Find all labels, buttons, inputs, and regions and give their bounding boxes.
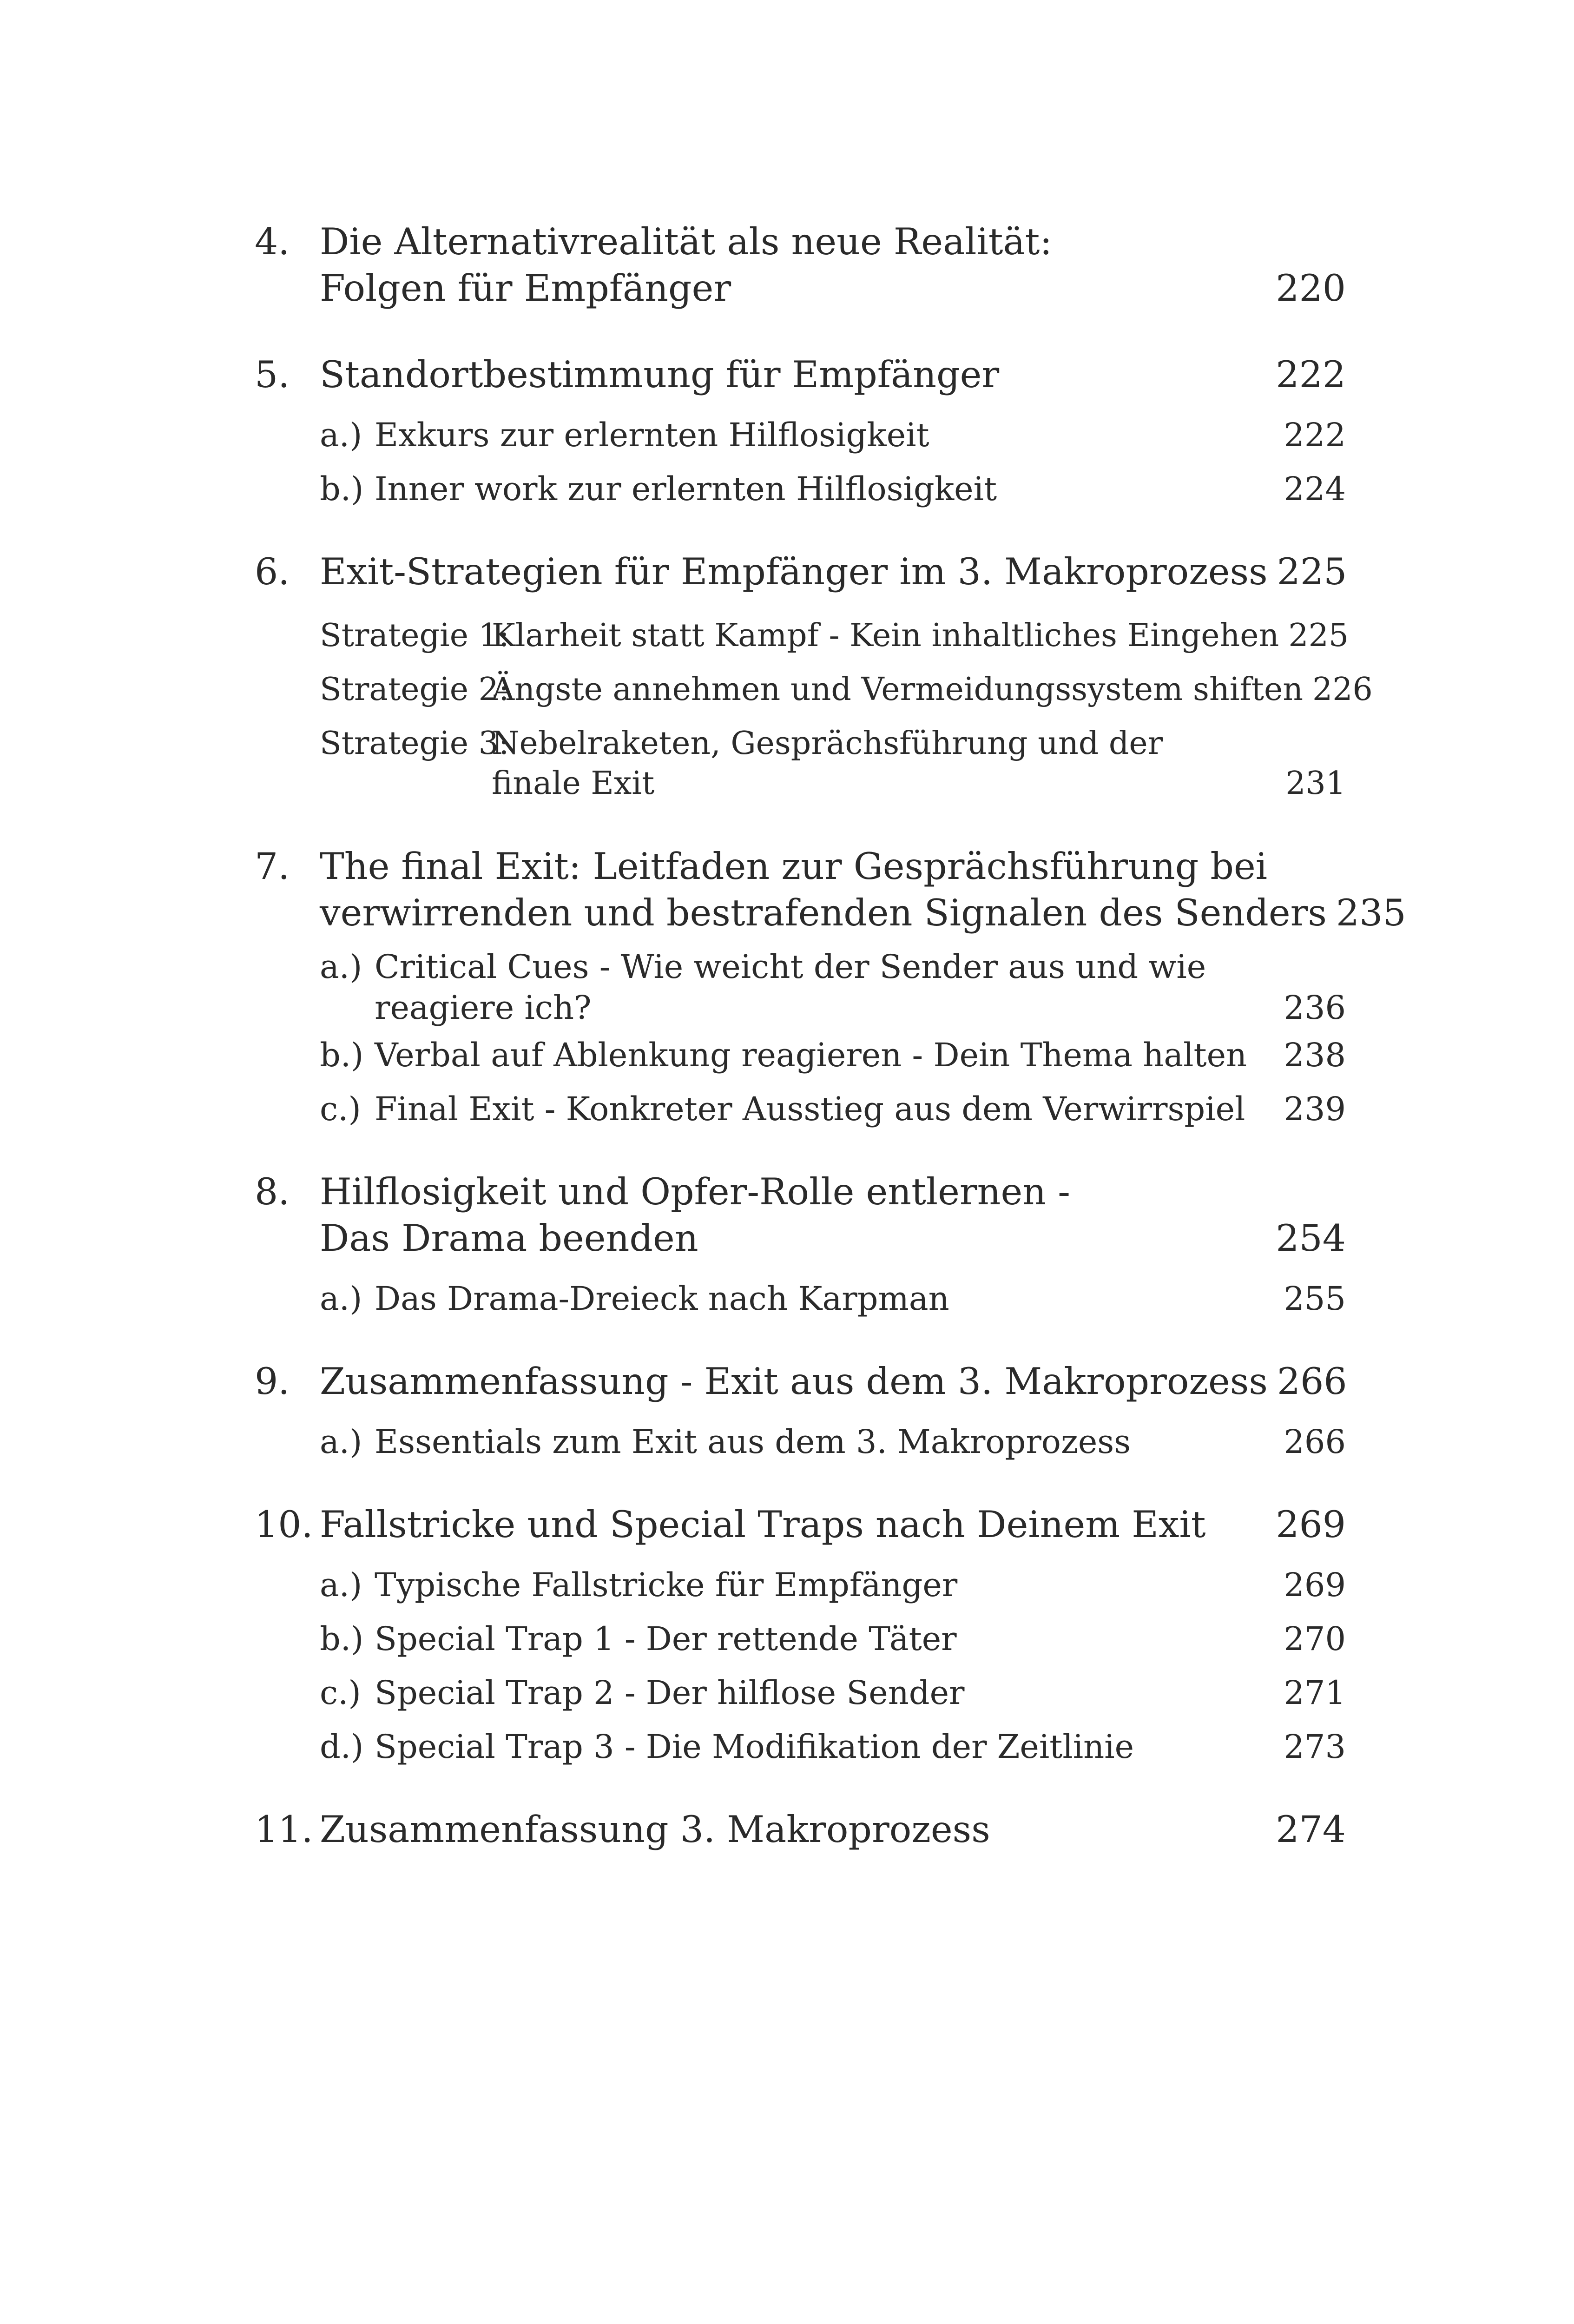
toc-strategy-title: Ängste annehmen und Vermeidungssystem shiften <box>492 671 1304 708</box>
toc-page-number: 224 <box>1284 470 1346 508</box>
toc-entry-4-line1 <box>255 218 1346 265</box>
toc-entry-9 <box>255 1358 1346 1405</box>
toc-entry-10b <box>255 1612 1346 1666</box>
toc-page-number: 222 <box>1284 416 1346 454</box>
toc-subentry-label: a.) <box>320 948 362 986</box>
toc-subentry-title: Essentials zum Exit aus dem 3. Makroprozess <box>375 1423 1131 1461</box>
toc-subentry-title: reagiere ich? <box>375 989 592 1027</box>
toc-entry-8a <box>255 1272 1346 1326</box>
toc-entry-7a-line2 <box>375 987 1346 1028</box>
toc-entry-10d <box>255 1720 1346 1774</box>
toc-entry-title: Folgen für Empfänger <box>320 267 731 310</box>
toc-entry-title: Hilflosigkeit und Opfer-Rolle entlernen - <box>320 1170 1070 1213</box>
toc-entry-9a <box>255 1415 1346 1469</box>
toc-entry-title: Standortbestimmung für Empfänger <box>320 353 1000 396</box>
toc-strategy-label: Strategie 3: <box>320 725 509 762</box>
toc-subentry-label: a.) <box>320 1280 362 1318</box>
toc-page-number: 236 <box>1284 989 1346 1027</box>
toc-entry-7-line1 <box>255 843 1346 890</box>
toc-subentry-title: Typische Fallstricke für Empfänger <box>375 1566 958 1604</box>
toc-subentry-label: d.) <box>320 1728 364 1766</box>
toc-entry-10a <box>255 1558 1346 1612</box>
toc-subentry-label: b.) <box>320 1036 364 1074</box>
toc-entry-8-line2 <box>320 1215 1346 1261</box>
toc-subentry-title: Verbal auf Ablenkung reagieren - Dein Thema halten <box>375 1036 1247 1074</box>
toc-entry-number: 7. <box>255 845 290 888</box>
toc-entry-number: 6. <box>255 550 290 593</box>
toc-page-number: 255 <box>1284 1280 1346 1318</box>
toc-page-number: 225 <box>1288 617 1349 654</box>
toc-page-number: 222 <box>1276 353 1346 396</box>
toc-page-number: 270 <box>1284 1620 1346 1658</box>
toc-entry-number: 11. <box>255 1808 313 1851</box>
toc-page-number: 269 <box>1284 1566 1346 1604</box>
toc-subentry-label: b.) <box>320 1620 364 1658</box>
toc-page-number: 226 <box>1312 671 1373 708</box>
toc-entry-title: Exit-Strategien für Empfänger im 3. Makroprozess <box>320 550 1268 593</box>
toc-subentry-title: Special Trap 3 - Die Modifikation der Zeitlinie <box>375 1728 1134 1766</box>
toc-subentry-label: a.) <box>320 1566 362 1604</box>
toc-entry-5 <box>255 351 1346 398</box>
toc-page-number: 266 <box>1284 1423 1346 1461</box>
toc-page-number: 235 <box>1336 891 1406 934</box>
toc-entry-10 <box>255 1501 1346 1548</box>
toc-entry-title: Zusammenfassung - Exit aus dem 3. Makroprozess <box>320 1360 1268 1403</box>
toc-subentry-label: c.) <box>320 1090 361 1128</box>
toc-entry-number: 9. <box>255 1360 290 1403</box>
toc-subentry-label: a.) <box>320 1423 362 1461</box>
toc-page-number: 266 <box>1277 1360 1347 1403</box>
toc-entry-6-strategy-2 <box>255 663 1373 717</box>
toc-subentry-title: Exkurs zur erlernten Hilflosigkeit <box>375 416 929 454</box>
toc-entry-7b <box>255 1028 1346 1082</box>
toc-strategy-title: Klarheit statt Kampf - Kein inhaltliches Eingehen <box>492 617 1279 654</box>
toc-entry-6-strategy-1 <box>255 609 1349 663</box>
toc-entry-7c <box>255 1082 1346 1136</box>
toc-entry-6 <box>255 548 1346 595</box>
toc-page-number: 254 <box>1276 1217 1346 1260</box>
toc-entry-number: 8. <box>255 1170 290 1213</box>
table-of-contents <box>255 218 1406 1853</box>
toc-entry-7a-line1 <box>255 946 1346 987</box>
toc-strategy-label: Strategie 2: <box>320 671 509 708</box>
toc-page-number: 231 <box>1285 765 1346 802</box>
toc-entry-title: Die Alternativrealität als neue Realität: <box>320 220 1052 263</box>
toc-page-number: 220 <box>1276 267 1346 310</box>
toc-page-number: 239 <box>1284 1090 1346 1128</box>
toc-entry-number: 4. <box>255 220 290 263</box>
toc-entry-number: 10. <box>255 1503 313 1546</box>
toc-page-number: 274 <box>1276 1808 1346 1851</box>
toc-entry-7-line2 <box>320 890 1406 936</box>
toc-page-number: 225 <box>1277 550 1347 593</box>
toc-entry-5b <box>255 462 1346 516</box>
toc-strategy-title: Nebelraketen, Gesprächsführung und der <box>492 725 1163 762</box>
toc-subentry-title: Special Trap 1 - Der rettende Täter <box>375 1620 957 1658</box>
toc-entry-title: The final Exit: Leitfaden zur Gesprächsführung bei <box>320 845 1267 888</box>
toc-entry-5a <box>255 408 1346 462</box>
toc-subentry-title: Final Exit - Konkreter Ausstieg aus dem Verwirrspiel <box>375 1090 1245 1128</box>
toc-entry-11 <box>255 1806 1346 1853</box>
toc-page-number: 271 <box>1284 1674 1346 1712</box>
toc-page-number: 238 <box>1284 1036 1346 1074</box>
toc-subentry-title: Special Trap 2 - Der hilflose Sender <box>375 1674 965 1712</box>
toc-page-number: 269 <box>1276 1503 1346 1546</box>
toc-page-number: 273 <box>1284 1728 1346 1766</box>
toc-subentry-title: Das Drama-Dreieck nach Karpman <box>375 1280 949 1318</box>
toc-subentry-title: Inner work zur erlernten Hilflosigkeit <box>375 470 997 508</box>
toc-entry-title: Zusammenfassung 3. Makroprozess <box>320 1808 990 1851</box>
toc-entry-8-line1 <box>255 1169 1346 1215</box>
toc-subentry-label: b.) <box>320 470 364 508</box>
toc-entry-title: verwirrenden und bestrafenden Signalen des Senders <box>320 891 1327 934</box>
toc-strategy-label: Strategie 1: <box>320 617 509 654</box>
toc-entry-title: Das Drama beenden <box>320 1217 698 1260</box>
toc-entry-4-line2 <box>320 265 1346 311</box>
toc-entry-title: Fallstricke und Special Traps nach Deinem Exit <box>320 1503 1206 1546</box>
toc-subentry-label: a.) <box>320 416 362 454</box>
toc-subentry-label: c.) <box>320 1674 361 1712</box>
toc-entry-10c <box>255 1666 1346 1720</box>
toc-strategy-title: finale Exit <box>492 765 655 802</box>
toc-entry-number: 5. <box>255 353 290 396</box>
toc-subentry-title: Critical Cues - Wie weicht der Sender aus und wie <box>375 948 1206 986</box>
